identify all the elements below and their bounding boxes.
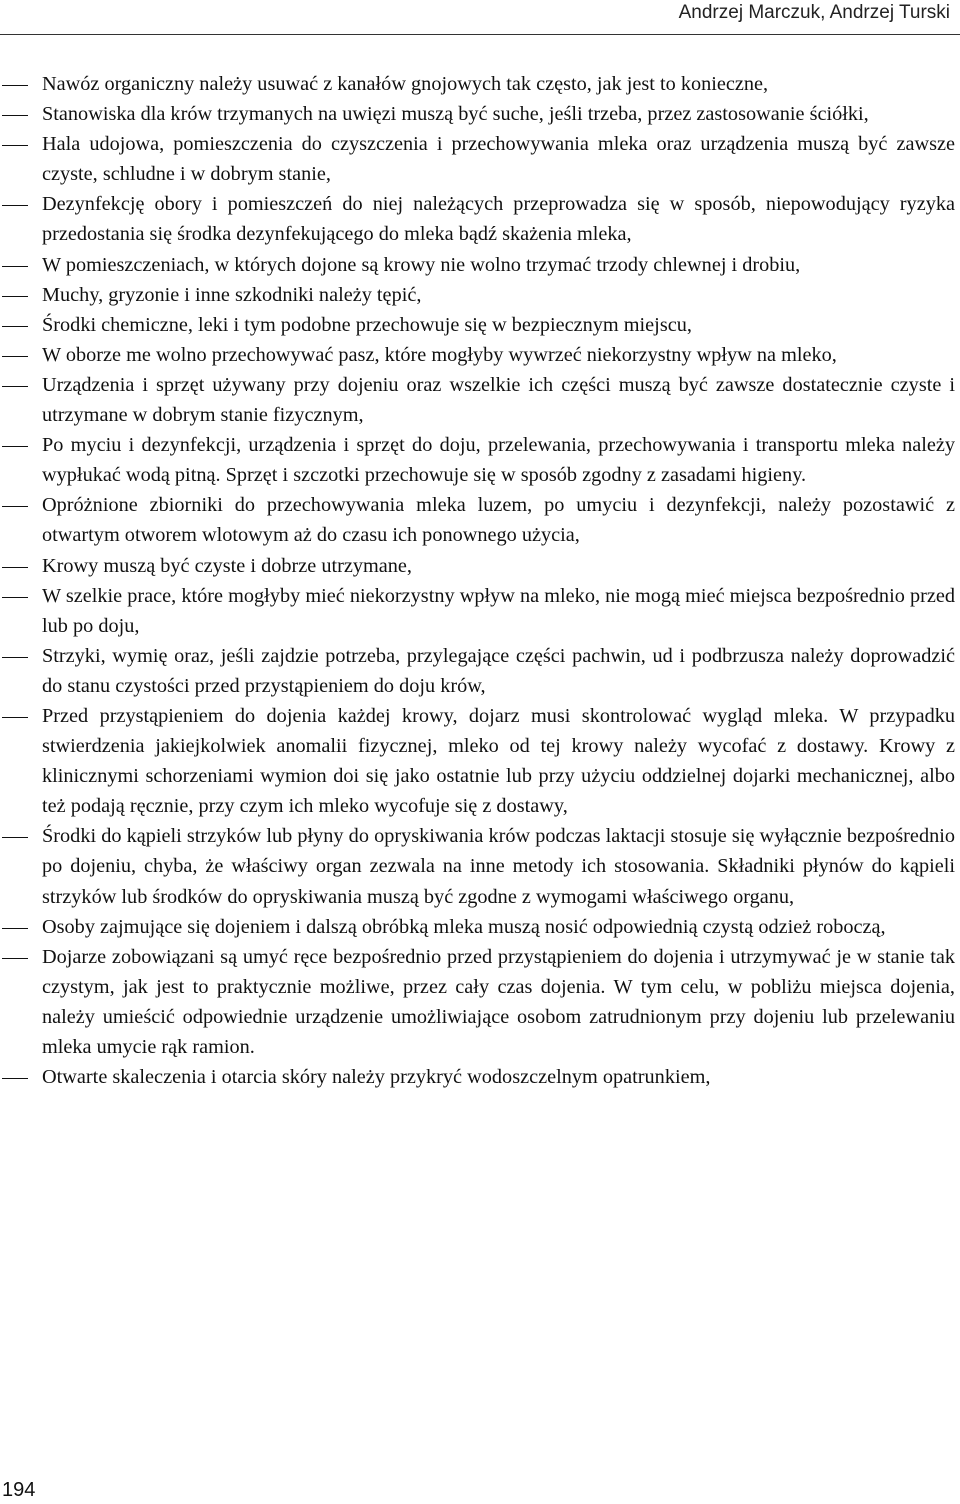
dash-bullet-icon [2,657,28,658]
list-item-text: Strzyki, wymię oraz, jeśli zajdzie potrzeba, przylegające części pachwin, ud i podbrzusza należy doprowadzić do stanu czystości przed przystąpieniem do doju krów, [42,644,955,697]
list-item [0,310,955,340]
list-item-text: Dojarze zobowiązani są umyć ręce bezpośrednio przed przystąpieniem do dojenia i utrzymywać je w stanie tak czystym, jak jest to praktycznie możliwe, przez cały czas dojenia. W tym celu, w pobliżu miejsca dojenia, należy umieścić odpowiednie urządzenie umożliwiające osobom zatrudnionym przy dojeniu lub przelewaniu mleka umycie rąk ramion. [42,945,955,1058]
dash-bullet-icon [2,446,28,447]
list-item-text: Dezynfekcję obory i pomieszczeń do niej należących przeprowadza się w sposób, niepowodujący ryzyka przedostania się środka dezynfekującego do mleka bądź skażenia mleka, [42,193,955,246]
list-item [0,99,955,129]
list-item-text: Osoby zajmujące się dojeniem i dalszą obróbką mleka muszą nosić odpowiednią czystą odzież roboczą, [42,915,886,938]
list-item [0,189,955,249]
list-item-text: W szelkie prace, które mogłyby mieć niekorzystny wpływ na mleko, nie mogą mieć miejsca bezpośrednio przed lub po doju, [42,584,955,637]
dash-bullet-icon [2,1078,28,1079]
dash-bullet-icon [2,85,28,86]
page-header-authors: Andrzej Marczuk, Andrzej Turski [678,2,950,23]
list-item [0,430,955,490]
list-item [0,641,955,701]
list-item-text: Urządzenia i sprzęt używany przy dojeniu oraz wszelkie ich części muszą być zawsze dostatecznie czyste i utrzymane w dobrym stanie fizycznym, [42,373,955,427]
list-item-text: Muchy, gryzonie i inne szkodniki należy tępić, [42,283,422,306]
list-item [0,912,955,942]
dash-bullet-icon [2,928,28,929]
document-body [0,69,955,1092]
list-item-text: Opróżnione zbiorniki do przechowywania mleka luzem, po umyciu i dezynfekcji, należy pozostawić z otwartym otworem wlotowym aż do czasu ich ponownego użycia, [42,494,955,547]
list-item [0,942,955,1062]
dash-bullet-icon [2,145,28,146]
dash-bullet-icon [2,386,28,387]
list-item [0,129,955,189]
dash-bullet-icon [2,506,28,507]
list-item [0,340,955,370]
list-item-text: W oborze me wolno przechowywać pasz, które mogłyby wywrzeć niekorzystny wpływ na mleko, [42,343,837,366]
list-item [0,1062,955,1092]
list-item-text: Nawóz organiczny należy usuwać z kanałów gnojowych tak często, jak jest to konieczne, [42,73,769,95]
dash-bullet-icon [2,958,28,959]
list-item-text: Otwarte skaleczenia i otarcia skóry należy przykryć wodoszczelnym opatrunkiem, [42,1066,711,1089]
page-number: 194 [2,1479,36,1501]
header-rule [0,34,960,35]
dash-bullet-icon [2,115,28,116]
list-item [0,280,955,310]
list-item-text: Hala udojowa, pomieszczenia do czyszczenia i przechowywania mleka oraz urządzenia muszą być zawsze czyste, schludne i w dobrym stanie, [42,133,955,186]
list-item [0,490,955,550]
dash-bullet-icon [2,837,28,838]
list-item-text: Środki do kąpieli strzyków lub płyny do opryskiwania krów podczas laktacji stosuje się wyłącznie bezpośrednio po dojeniu, chyba, że właściwy organ zezwala na inne metody ich stosowania. Składniki płynów do kąpieli strzyków lub środków do opryskiwania muszą być zgodne z wymogami właściwego organu, [42,825,955,908]
dash-bullet-icon [2,296,28,297]
list-item [0,551,955,581]
list-item-text: Stanowiska dla krów trzymanych na uwięzi muszą być suche, jeśli trzeba, przez zastosowanie ściółki, [42,103,869,126]
dash-bullet-icon [2,356,28,357]
list-item [0,701,955,821]
list-item [0,69,955,99]
list-item-text: Przed przystąpieniem do dojenia każdej krowy, dojarz musi skontrolować wygląd mleka. W przypadku stwierdzenia jakiejkolwiek anomalii fizycznej, mleko od tej krowy należy wycofać z dostawy. Krowy z klinicznymi schorzeniami wymion doi się jako ostatnie lub przy użyciu oddzielnej dojarki mechanicznej, albo też podają ręcznie, przy czym ich mleko wycofuje się z dostawy, [42,704,955,818]
list-item-text: W pomieszczeniach, w których dojone są krowy nie wolno trzymać trzody chlewnej i drobiu, [42,253,801,276]
dash-bullet-icon [2,597,28,598]
dash-bullet-icon [2,266,28,267]
bullet-list [0,69,955,1092]
list-item-text: Krowy muszą być czyste i dobrze utrzymane, [42,554,412,577]
dash-bullet-icon [2,205,28,206]
list-item [0,370,955,430]
dash-bullet-icon [2,567,28,568]
dash-bullet-icon [2,326,28,327]
list-item [0,250,955,280]
list-item [0,821,955,911]
dash-bullet-icon [2,717,28,718]
list-item-text: Po myciu i dezynfekcji, urządzenia i sprzęt do doju, przelewania, przechowywania i transportu mleka należy wypłukać wodą pitną. Sprzęt i szczotki przechowuje się w sposób zgodny z zasadami higieny. [42,434,955,487]
list-item-text: Środki chemiczne, leki i tym podobne przechowuje się w bezpiecznym miejscu, [42,313,692,336]
list-item [0,581,955,641]
